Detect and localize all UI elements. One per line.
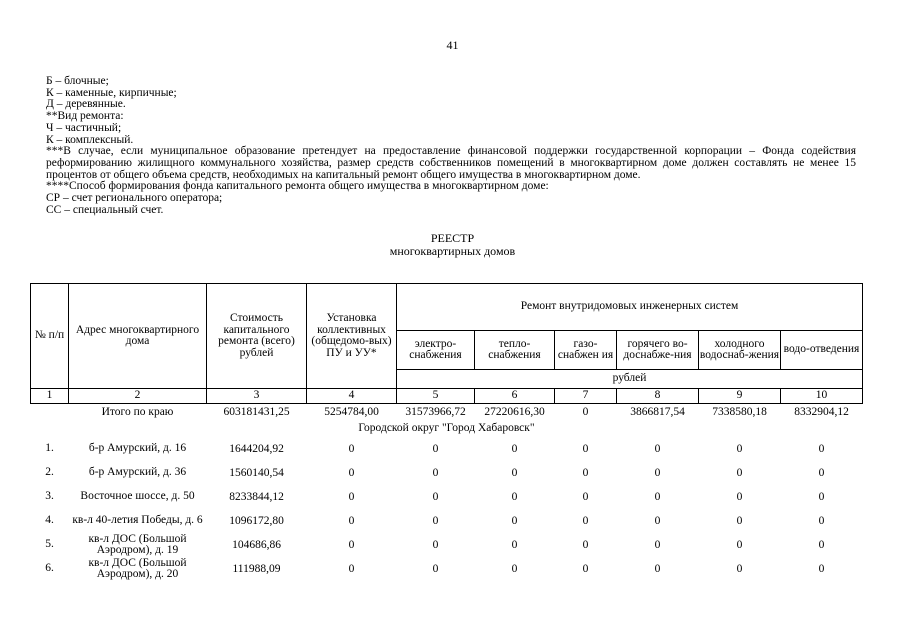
row-cell: 0 [511,563,518,576]
row-number: 3. [45,490,54,503]
row-cell: 0 [511,539,518,552]
row-address: кв-л ДОС (Большой Аэродром), д. 19 [88,532,187,556]
header-num: № п/п [31,284,69,389]
header-cold-water: холодного водоснаб-жения [699,331,781,370]
row-cell: 0 [582,491,589,504]
row-cell: 0 [818,467,825,480]
row-cell: 0 [736,563,743,576]
total-cell: 8332904,12 [794,405,849,418]
row-address: кв-л ДОС (Большой Аэродром), д. 20 [88,556,187,580]
row-cell: 0 [736,539,743,552]
row-cell: 111988,09 [232,563,281,576]
row-cell: 0 [582,443,589,456]
row-cell: 0 [736,467,743,480]
registry-heading [0,232,905,258]
note-line: К – комплексный. [46,133,134,146]
row-cell: 0 [582,563,589,576]
row-number: 4. [45,514,54,527]
table-row [31,509,863,533]
row-cell: 0 [348,491,355,504]
total-cell: 7338580,18 [712,405,767,418]
row-cell: 0 [818,491,825,504]
row-cell: 104686,86 [232,539,281,552]
table-row [31,557,863,581]
row-cell: 0 [432,467,439,480]
note-line: К – каменные, кирпичные; [46,86,177,99]
note-line: ****Способ формирования фонда капитального ремонта общего имущества в многоквартирном доме: [46,180,549,193]
row-cell: 0 [818,539,825,552]
header-hot-water: горячего во-доснабже-ния [617,331,699,370]
note-line: Д – деревянные. [46,98,126,111]
total-cell: 5254784,00 [324,405,379,418]
row-cell: 0 [511,491,518,504]
page-number: 41 [446,38,459,52]
region-row [31,421,863,437]
row-cell: 0 [582,467,589,480]
row-cell: 0 [348,539,355,552]
row-cell: 0 [736,515,743,528]
header-gas: газо-снабжен ия [555,331,617,370]
total-cell: 0 [582,405,589,418]
row-cell: 0 [348,563,355,576]
row-cell: 0 [654,563,661,576]
note-line: СР – счет регионального оператора; [46,192,223,205]
row-cell: 1096172,80 [229,515,284,528]
table-row [31,461,863,485]
row-number: 2. [45,466,54,479]
row-cell: 0 [654,467,661,480]
row-number: 1. [45,442,54,455]
row-cell: 0 [348,443,355,456]
column-number: 4 [307,389,397,404]
note-paragraph: ***В случае, если муниципальное образование претендует на предоставление финансовой поддержки государственной корпорации – Фонда содействия реформированию жилищного коммунального хозяйства, размер средств собственников помещений в многоквартирном доме должен составлять не менее 15 процентов от общего объема средств, необходимых на капитальный ремонт общего имущества в многоквартирном доме. [46,145,856,181]
total-cell: 603181431,25 [223,405,290,418]
row-cell: 0 [818,443,825,456]
row-address: Восточное шоссе, д. 50 [80,490,195,503]
header-electric: электро-снабжения [397,331,475,370]
row-cell: 0 [432,491,439,504]
row-cell: 8233844,12 [229,491,284,504]
row-cell: 1560140,54 [229,467,284,480]
header-meters: Установка коллективных (общедомо-вых) ПУ и УУ* [307,284,397,389]
total-label: Итого по краю [101,405,174,418]
row-cell: 0 [736,491,743,504]
registry-subtitle: многоквартирных домов [389,244,516,258]
header-sewer: водо-отведения [781,331,863,370]
registry-table [30,283,863,581]
table-row [31,485,863,509]
row-cell: 0 [654,443,661,456]
note-line: **Вид ремонта: [46,110,124,123]
table-row [31,533,863,557]
column-number: 2 [69,389,207,404]
column-number: 10 [781,389,863,404]
row-cell: 0 [348,467,355,480]
column-number: 1 [31,389,69,404]
row-cell: 0 [818,515,825,528]
header-address: Адрес многоквартирного дома [69,284,207,389]
row-cell: 0 [511,467,518,480]
row-cell: 0 [511,515,518,528]
row-number: 5. [45,538,54,551]
column-number: 7 [555,389,617,404]
note-line: СС – специальный счет. [46,203,164,216]
registry-title: РЕЕСТР [430,231,475,245]
row-cell: 0 [654,491,661,504]
note-line: Ч – частичный; [46,121,122,134]
header-heat: тепло-снабжения [475,331,555,370]
row-cell: 0 [582,515,589,528]
row-cell: 0 [511,443,518,456]
column-number: 9 [699,389,781,404]
row-address: б-р Амурский, д. 36 [88,466,187,479]
region-label: Городской округ "Город Хабаровск" [358,422,535,435]
column-number: 6 [475,389,555,404]
row-cell: 0 [432,443,439,456]
total-row [31,404,863,422]
row-cell: 0 [432,563,439,576]
header-unit: рублей [397,370,863,389]
row-number: 6. [45,562,54,575]
column-number: 8 [617,389,699,404]
row-cell: 0 [582,539,589,552]
row-cell: 0 [348,515,355,528]
row-cell: 0 [736,443,743,456]
table-row [31,437,863,461]
row-address: кв-л 40-летия Победы, д. 6 [72,514,203,527]
header-cost: Стоимость капитального ремонта (всего) рублей [207,284,307,389]
row-cell: 0 [654,515,661,528]
total-cell: 27220616,30 [484,405,545,418]
row-cell: 0 [432,515,439,528]
header-engineering-systems: Ремонт внутридомовых инженерных систем [397,284,863,331]
row-cell: 0 [818,563,825,576]
row-address: б-р Амурский, д. 16 [88,442,187,455]
row-cell: 1644204,92 [229,443,284,456]
column-number: 5 [397,389,475,404]
total-cell: 31573966,72 [405,405,466,418]
column-number: 3 [207,389,307,404]
row-cell: 0 [432,539,439,552]
footnotes [46,76,856,216]
note-line: Б – блочные; [46,75,109,87]
row-cell: 0 [654,539,661,552]
total-cell: 3866817,54 [630,405,685,418]
